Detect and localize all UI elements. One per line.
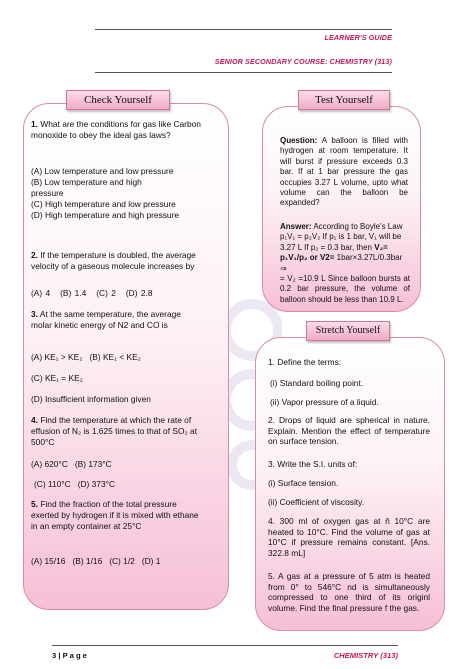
q1-option-a: (A) Low temperature and low pressure [31, 166, 174, 176]
test-answer-l3b: V₂= [374, 242, 388, 252]
test-answer-l3a: 3.27 L If p₂ = 0.3 bar, then [280, 242, 372, 252]
test-question [280, 136, 408, 209]
test-question-label: Question: [280, 136, 318, 145]
q4-text: Find the temperature at which the rate of effusion of N₂ is 1.625 times to that of SO₂ at 500°C [31, 415, 198, 447]
test-yourself-title: Test Yourself [298, 90, 390, 110]
stretch-item-5: 5. A gas at a pressure of 5 atm is heated from 0° to 546°C nd is simultaneously compressed to one third of its originl volume. Find the final pressure f the gas. [268, 571, 430, 613]
check-q5 [31, 499, 203, 532]
q3-text: At the same temperature, the average molar kinetic energy of N2 and CO is [31, 309, 181, 330]
test-answer [280, 222, 410, 305]
q2-option-d: (D) 2.8 [125, 288, 153, 298]
q2-option-c: (C) 2 [96, 288, 116, 298]
footer-rule [52, 645, 398, 646]
q2-number: 2. [31, 250, 38, 260]
q4-option-row-1 [31, 459, 211, 470]
header-rule-bottom [95, 72, 392, 73]
q3-number: 3. [31, 309, 38, 319]
q3-option-row-1 [31, 352, 211, 363]
test-answer-line-4 [280, 253, 410, 274]
check-yourself-title: Check Yourself [66, 90, 170, 110]
q3-option-b: (B) KE₁ < KE₂ [89, 352, 141, 362]
test-answer-label: Answer: [280, 222, 312, 231]
check-q1-options [31, 166, 211, 221]
check-q1 [31, 119, 201, 141]
q1-text: What are the conditions for gas like Carbon monoxide to obey the ideal gas laws? [31, 119, 201, 140]
q5-option-d: (D) 1 [141, 556, 161, 566]
q3-option-c: (C) KE₁ = KE₂ [31, 373, 83, 383]
q3-option-d: (D) Insufficient information given [31, 394, 151, 404]
stretch-item-2: 2. Drops of liquid are spherical in nature. Explain. Mention the effect of temperature on surface tension. [268, 415, 430, 446]
header-rule-top [95, 29, 392, 30]
q5-option-c: (C) 1/2 [109, 556, 135, 566]
test-answer-l4b: 1bar×3.27L/0.3bar ⇒ [280, 253, 403, 273]
q1-number: 1. [31, 119, 38, 129]
check-q2 [31, 250, 203, 272]
check-q3 [31, 309, 201, 331]
q2-option-b: (B) 1.4 [60, 288, 87, 298]
q4-option-a: (A) 620°C [31, 459, 68, 469]
test-answer-l4a: p₁V₁/p₂ or V2= [280, 253, 335, 263]
page-number: 3 | P a g e [52, 651, 87, 660]
q5-text: Find the fraction of the total pressure exerted by hydrogen if it is mixed with ethane in an empty container at 25°C [31, 499, 199, 531]
q4-number: 4. [31, 415, 38, 425]
stretch-item-1a: (i) Standard boiling point. [270, 378, 364, 388]
q2-text: If the temperature is doubled, the average velocity of a gaseous molecule increases by [31, 250, 196, 271]
q4-option-b: (B) 173°C [74, 459, 112, 469]
q5-option-a: (A) 15/16 [31, 556, 66, 566]
test-answer-line-3 [280, 243, 410, 253]
q4-option-d: (D) 373°C [77, 479, 116, 489]
stretch-item-4: 4. 300 ml of oxygen gas at ň 10°C are heated to 10°C. Find the volume of gas at 10°C if pressure remains constant. [Ans. 322.8 mL] [268, 516, 430, 558]
q5-number: 5. [31, 499, 38, 509]
stretch-yourself-title: Stretch Yourself [306, 321, 390, 341]
learners-guide-label: LEARNER'S GUIDE [324, 33, 392, 42]
test-answer-l5: = V₂ =10.9 L Since balloon bursts at 0.2 bar pressure, the volume of balloon should be less than 10.9 L. [280, 274, 410, 304]
q2-option-a: (A) 4 [31, 288, 51, 298]
check-q5-options [31, 556, 221, 567]
q1-option-c: (C) High temperature and low pressure [31, 199, 176, 209]
test-answer-l1: According to Boyle's Law [313, 222, 403, 231]
stretch-item-3b: (ii) Coefficient of viscosity. [268, 497, 365, 507]
q1-option-d: (D) High temperature and high pressure [31, 210, 180, 220]
q5-option-b: (B) 1/16 [72, 556, 103, 566]
footer-course: CHEMISTRY (313) [333, 651, 398, 660]
test-answer-l2: p₁V₁ = p₂V₂ If p₁ is 1 bar, V₁ will be [280, 232, 402, 242]
course-label: SENIOR SECONDARY COURSE: CHEMISTRY (313) [214, 57, 392, 66]
stretch-item-3: 3. Write the S.I. units of: [268, 459, 358, 469]
q1-option-b: (B) Low temperature and high pressure [31, 177, 142, 198]
stretch-item-3a: (i) Surface tension. [268, 478, 339, 488]
check-q4 [31, 415, 203, 448]
test-question-text: A balloon is filled with hydrogen at room temperature. It will burst if pressure exceeds 0.3 bar. If at 1 bar pressure the gas occupies 3.27 L volume, upto what volume can the balloon be expanded? [280, 136, 409, 208]
stretch-item-1b: (ii) Vapor pressure of a liquid. [270, 397, 379, 407]
stretch-item-1: 1. Define the terms: [268, 357, 342, 367]
q4-option-c: (C) 110°C [34, 479, 71, 489]
q3-option-a: (A) KE₁ > KE₂ [31, 352, 83, 362]
q4-option-row-2 [34, 479, 214, 490]
check-q2-options [31, 288, 211, 299]
test-answer-line-1 [280, 222, 410, 232]
